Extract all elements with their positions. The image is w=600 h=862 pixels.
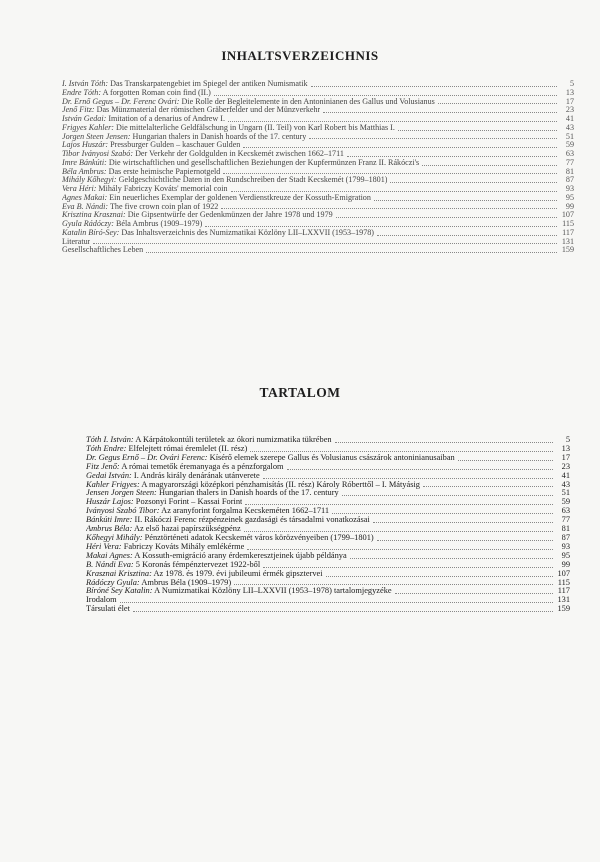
toc-entry [86, 436, 570, 445]
toc-entry-title [86, 472, 260, 481]
toc-entry [62, 141, 574, 150]
toc-text: Der Verkehr der Goldgulden in Kecskemét zwischen 1662–1711 [135, 150, 344, 158]
toc-author: Tóth I. István: [86, 436, 134, 444]
toc-author: Imre Bánkúti: [62, 158, 107, 167]
toc-author: Kahler Frigyes: [86, 480, 140, 489]
toc-entry [62, 194, 574, 203]
dot-leader [231, 190, 557, 192]
toc-text: Ambrus Béla (1909–1979) [141, 578, 232, 587]
toc-page-number: 17 [561, 453, 570, 462]
toc-text: Pozsonyi Forint – Kassai Forint [135, 498, 243, 507]
toc-author: Jorgen Steen Jensen: [62, 132, 131, 141]
inhaltsverzeichnis-list [62, 80, 574, 255]
toc-author: I. István Tóth: [62, 80, 109, 88]
dot-leader [373, 521, 553, 523]
toc-text: Ein neuerliches Exemplar der goldenen Verdienstkreuze der Kossuth-Emigration [109, 193, 371, 202]
toc-author: István Gedai: [62, 115, 107, 123]
toc-page-number: 43 [565, 123, 574, 132]
toc-text: Geldgeschichtliche Daten in den Rundschreiben der Stadt Kecskemét (1799–1801) [118, 176, 388, 185]
toc-entry-title [62, 159, 419, 168]
toc-entry [86, 570, 570, 579]
dot-leader [423, 485, 553, 487]
toc-page-number: 5 [565, 436, 570, 444]
dot-leader [377, 539, 553, 541]
toc-text: Pénztörténeti adatok Kecskemét város körözvényeiben (1799–1801) [144, 533, 374, 542]
toc-entry [62, 238, 574, 247]
dot-leader [422, 164, 557, 166]
toc-entry-title [62, 80, 308, 89]
dot-leader [263, 566, 553, 568]
toc-entry [86, 605, 570, 614]
toc-page-number: 95 [565, 193, 574, 202]
toc-text: The five crown coin plan of 1922 [109, 202, 219, 211]
toc-text: A Kárpátokontúli területek az ókori numizmatika tükrében [135, 436, 332, 444]
toc-text: A Kossuth-emigráció arany érdemkeresztjeinek újabb példánya [134, 551, 347, 560]
toc-author: Tibor Iványosi Szabó: [62, 150, 134, 158]
dot-leader [323, 111, 557, 113]
toc-entry [86, 525, 570, 534]
toc-entry [86, 498, 570, 507]
toc-entry-title [86, 507, 329, 516]
dot-leader [347, 155, 557, 157]
toc-page-number: 59 [565, 141, 574, 150]
toc-text: A forgotten Roman coin find (II.) [102, 88, 211, 97]
toc-entry-title [86, 525, 241, 534]
toc-page-number: 95 [561, 551, 570, 560]
toc-text: Béla Ambrus (1909–1979) [115, 220, 203, 228]
dot-leader [342, 494, 553, 496]
toc-entry [62, 80, 574, 89]
toc-entry-title [86, 463, 284, 472]
dot-leader [332, 512, 553, 514]
toc-entry [86, 454, 570, 463]
toc-entry [62, 176, 574, 185]
toc-page-number: 13 [561, 444, 570, 453]
toc-entry [86, 579, 570, 588]
toc-text: II. Rákóczi Ferenc rézpénzeinek gazdasági és társadalmi vonatkozásai [134, 516, 370, 525]
toc-entry-title [86, 605, 130, 614]
toc-author: Bíróné Sey Katalin: [86, 587, 153, 596]
toc-entry [86, 481, 570, 490]
toc-text: Hungarian thalers in Danish hoards of the 17. century [158, 489, 339, 498]
toc-page-number: 59 [561, 498, 570, 507]
toc-entry-title [62, 124, 395, 133]
toc-author: Fitz Jenő: [86, 462, 120, 471]
toc-author: Tóth Endre: [86, 444, 127, 453]
toc-entry-title [62, 141, 240, 150]
toc-page-number: 131 [561, 237, 574, 246]
toc-entry-title [86, 489, 339, 498]
dot-leader [390, 181, 557, 183]
dot-leader [223, 172, 557, 174]
toc-author: Endre Tóth: [62, 88, 102, 97]
toc-author: Rádóczy Gyula: [86, 578, 140, 587]
toc-text: Társulati élet [86, 605, 130, 614]
toc-author: Iványosi Szabó Tibor: [86, 507, 160, 516]
toc-text: Az 1978. és 1979. évi jubileumi érmék gipsztervei [153, 569, 323, 578]
toc-entry-title [62, 229, 374, 238]
toc-text: Das Transkarpatengebiet im Spiegel der antiken Numismatik [110, 80, 308, 88]
toc-entry-title [62, 194, 371, 203]
toc-entry-title [86, 587, 392, 596]
toc-page-number: 51 [561, 489, 570, 498]
toc-entry-title [86, 579, 231, 588]
toc-text: Kísérő elemek szerepe Gallus és Volusianus császárok antoninianusaiban [209, 453, 455, 462]
toc-entry-title [86, 454, 455, 463]
toc-entry-title [86, 498, 242, 507]
dot-leader [374, 199, 557, 201]
dot-leader [146, 251, 557, 253]
toc-entry-title [62, 98, 435, 107]
toc-page-number: 77 [561, 516, 570, 525]
dot-leader [93, 242, 557, 244]
toc-entry [62, 203, 574, 212]
toc-entry-title [86, 596, 117, 605]
toc-text: Pressburger Gulden – kaschauer Gulden [110, 141, 241, 150]
toc-author: Dr. Gegus Ernő – Dr. Óvári Ferenc: [86, 453, 208, 462]
dot-leader [309, 137, 557, 139]
toc-text: Das Inhaltsverzeichnis des Numizmatikai Közlöny LII–LXXVII (1953–1978) [121, 228, 374, 237]
toc-text: Irodalom [86, 596, 117, 605]
toc-page-number: 117 [557, 587, 570, 596]
toc-page-number: 107 [557, 569, 570, 578]
toc-page-number: 117 [562, 228, 574, 237]
toc-author: Gedai István: [86, 471, 132, 480]
toc-entry [86, 507, 570, 516]
toc-text: 5 Koronás fémpénztervezet 1922-ből [135, 560, 261, 569]
toc-entry [86, 543, 570, 552]
dot-leader [263, 477, 553, 479]
toc-entry [62, 150, 574, 159]
toc-page-number: 77 [565, 158, 574, 167]
dot-leader [234, 583, 553, 585]
toc-entry-title [86, 534, 374, 543]
toc-entry [86, 587, 570, 596]
dot-leader [311, 85, 558, 87]
toc-page-number: 99 [561, 560, 570, 569]
toc-entry-title [86, 543, 244, 552]
toc-author: Huszár Lajos: [86, 498, 134, 507]
toc-text: Fabriczy Kováts Mihály emlékérme [123, 542, 245, 551]
toc-page-number: 63 [561, 507, 570, 516]
toc-entry [62, 246, 574, 255]
toc-entry-title [62, 133, 306, 142]
dot-leader [377, 234, 557, 236]
toc-text: Hungarian thalers in Danish hoards of the 17. century [132, 132, 307, 141]
toc-author: Vera Héri: [62, 185, 97, 193]
toc-author: Jenő Fitz: [62, 106, 95, 115]
toc-entry-title [62, 203, 218, 212]
toc-page-number: 131 [557, 596, 570, 605]
tartalom-list [86, 436, 570, 614]
toc-author: B. Nándi Éva: [86, 560, 134, 569]
toc-page-number: 51 [565, 132, 574, 141]
toc-page-number: 23 [565, 106, 574, 115]
toc-entry-title [62, 168, 220, 177]
dot-leader [336, 216, 557, 218]
toc-entry [62, 229, 574, 238]
dot-leader [326, 575, 553, 577]
dot-leader [458, 459, 553, 461]
toc-entry-title [86, 570, 323, 579]
toc-author: Bánkúti Imre: [86, 516, 133, 525]
dot-leader [120, 601, 553, 603]
toc-page-number: 43 [561, 480, 570, 489]
toc-page-number: 41 [565, 115, 574, 123]
toc-entry [86, 534, 570, 543]
toc-page-number: 159 [557, 605, 570, 614]
toc-page-number: 115 [562, 220, 574, 228]
toc-text: Die wirtschaftlichen und gesellschaftlichen Beziehungen der Kupfermünzen Franz II. Rákóczi's [108, 158, 420, 167]
dot-leader [250, 450, 553, 452]
toc-text: A Numizmatikai Közlöny LII–LXXVII (1953–1978) tartalomjegyzéke [154, 587, 392, 596]
toc-entry-title [86, 481, 420, 490]
toc-entry [86, 489, 570, 498]
toc-page-number: 99 [565, 202, 574, 211]
toc-author: Ágnes Makai: [62, 193, 108, 202]
toc-author: Kőhegyi Mihály: [86, 533, 143, 542]
toc-entry [86, 445, 570, 454]
toc-author: Ambrus Béla: [86, 525, 133, 534]
toc-author: Gyula Rádóczy: [62, 220, 114, 228]
toc-entry-title [62, 238, 90, 247]
toc-entry [62, 220, 574, 229]
toc-entry-title [62, 246, 143, 255]
dot-leader [350, 557, 553, 559]
toc-page-number: 159 [561, 246, 574, 255]
inhaltsverzeichnis-title: INHALTSVERZEICHNIS [221, 48, 379, 63]
toc-page-number: 63 [565, 150, 574, 158]
toc-text: Literatur [62, 237, 91, 246]
toc-text: Das Münzmaterial der römischen Gräberfelder und der Münzverkehr [96, 106, 321, 115]
toc-page-number: 107 [561, 211, 574, 220]
toc-page-number: 81 [565, 167, 574, 176]
toc-text: I. András király denárának utánverete [133, 471, 260, 480]
dot-leader [395, 592, 553, 594]
toc-author: Héri Vera: [86, 542, 122, 551]
toc-text: Imitation of a denarius of Andrew I. [108, 115, 225, 123]
toc-author: Mihály Kőhegyi: [62, 176, 117, 185]
toc-entry-title [62, 211, 333, 220]
toc-entry [86, 516, 570, 525]
toc-entry-title [62, 185, 228, 194]
toc-entry-title [62, 89, 211, 98]
toc-entry [62, 98, 574, 107]
toc-page-number: 87 [561, 533, 570, 542]
dot-leader [245, 503, 553, 505]
dot-leader [214, 94, 557, 96]
toc-entry [62, 133, 574, 142]
toc-author: Lajos Huszár: [62, 141, 109, 150]
toc-text: A magyarországi középkori pénzhamisítás (II. rész) Károly Róberttől – I. Mátyásig [141, 480, 420, 489]
toc-entry [62, 211, 574, 220]
toc-entry-title [62, 220, 202, 229]
toc-text: Die Rolle der Begleitelemente in den Antoninianen des Gallus und Volusianus [181, 97, 435, 106]
toc-entry-title [62, 106, 320, 115]
toc-author: Jensen Jorgen Steen: [86, 489, 157, 498]
toc-author: Makai Ágnes: [86, 551, 133, 560]
toc-entry [86, 463, 570, 472]
toc-entry [62, 185, 574, 194]
toc-text: Die mittelalterliche Geldfälschung in Ungarn (II. Teil) von Karl Robert bis Matthias I. [115, 123, 395, 132]
toc-entry [86, 596, 570, 605]
toc-entry [62, 159, 574, 168]
toc-author: Krisztina Krasznai: [62, 211, 126, 220]
toc-entry [62, 106, 574, 115]
toc-entry [86, 472, 570, 481]
toc-entry-title [62, 115, 225, 124]
toc-text: Elfelejtett római éremlelet (II. rész) [128, 444, 248, 453]
toc-page-number: 5 [569, 80, 574, 88]
toc-author: Krasznai Krisztina: [86, 569, 152, 578]
toc-entry [62, 168, 574, 177]
dot-leader [244, 530, 553, 532]
toc-entry-title [86, 516, 370, 525]
toc-page-number: 93 [565, 185, 574, 193]
toc-page-number: 13 [565, 88, 574, 97]
dot-leader [247, 548, 553, 550]
toc-page-number: 93 [561, 542, 570, 551]
toc-entry-title [86, 445, 247, 454]
dot-leader [133, 610, 553, 612]
toc-entry [62, 124, 574, 133]
toc-entry [86, 552, 570, 561]
dot-leader [287, 468, 553, 470]
toc-entry-title [86, 552, 347, 561]
toc-text: Mihály Fabriczy Kováts' memorial coin [98, 185, 228, 193]
tartalom-title: TARTALOM [259, 385, 341, 400]
toc-text: Das erste heimische Papiernotgeld [108, 167, 221, 176]
toc-text: Die Gipsentwürfe der Gedenkmünzen der Jahre 1978 und 1979 [127, 211, 333, 220]
toc-page-number: 23 [561, 462, 570, 471]
toc-page-number: 81 [561, 525, 570, 534]
dot-leader [335, 441, 553, 443]
toc-text: Az aranyforint forgalma Kecskeméten 1662–1711 [161, 507, 330, 516]
dot-leader [205, 225, 557, 227]
toc-text: A római temetők éremanyaga és a pénzforgalom [121, 462, 284, 471]
dot-leader [438, 102, 557, 104]
toc-entry-title [86, 436, 332, 445]
toc-page-number: 17 [565, 97, 574, 106]
dot-leader [398, 129, 557, 131]
toc-author: Béla Ambrus: [62, 167, 107, 176]
toc-page-number: 87 [565, 176, 574, 185]
toc-entry [62, 115, 574, 124]
toc-page-number: 115 [557, 578, 570, 587]
toc-entry [62, 89, 574, 98]
toc-entry-title [86, 561, 260, 570]
toc-entry-title [62, 150, 344, 159]
dot-leader [228, 120, 557, 122]
toc-text: Gesellschaftliches Leben [62, 246, 144, 255]
toc-author: Éva B. Nándi: [62, 202, 109, 211]
toc-author: Katalin Bíró-Sey: [62, 228, 120, 237]
toc-author: Frigyes Kahler: [62, 123, 114, 132]
dot-leader [243, 146, 557, 148]
toc-page-number: 41 [561, 471, 570, 480]
dot-leader [221, 207, 557, 209]
toc-entry-title [62, 176, 387, 185]
toc-entry [86, 561, 570, 570]
toc-author: Dr. Ernő Gegus – Dr. Ferenc Óvári: [62, 97, 180, 106]
toc-text: Az első hazai papírszükségpénz [133, 525, 241, 534]
